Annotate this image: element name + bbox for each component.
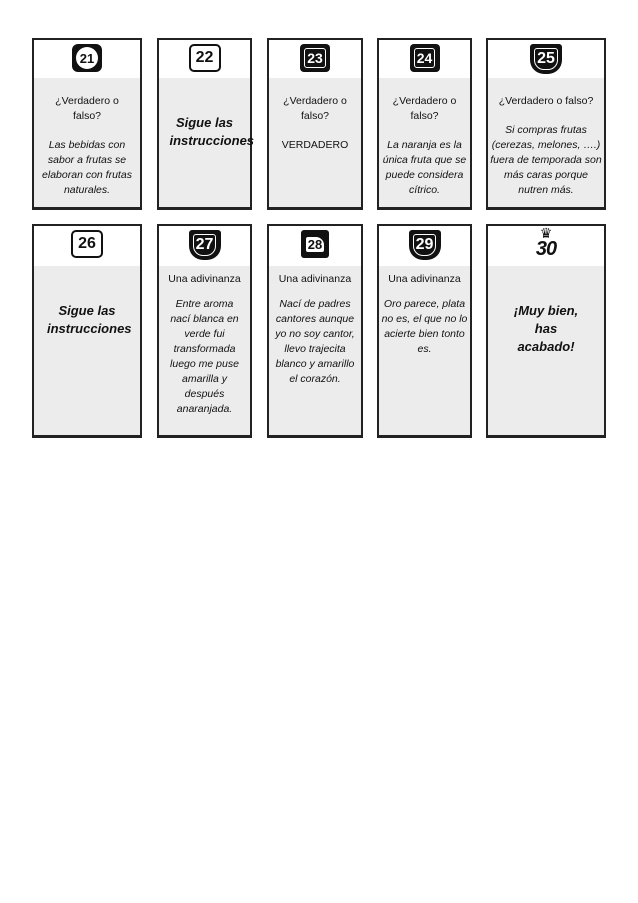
card-header [34, 40, 140, 78]
card-header [379, 40, 470, 78]
card-28 [267, 224, 363, 438]
crown-icon: ♛ [539, 225, 553, 241]
number-25-badge-icon: 25 [530, 44, 562, 74]
card-header [488, 40, 604, 78]
card-header [269, 226, 361, 266]
card-heading: ¿Verdadero o falso? [55, 95, 119, 122]
card-heading: Una adivinanza [168, 273, 241, 285]
card-text: Nací de padres cantores aunque yo no soy cantor, llevo trajecita blanco y amarillo el corazón. [275, 298, 355, 385]
number-28-badge-icon: 28 [301, 230, 329, 258]
card-25 [486, 38, 606, 210]
card-emphasis: ¡Muy bien, has acabado! [513, 303, 579, 354]
number-23-badge-icon: 23 [300, 44, 330, 72]
card-26 [32, 224, 142, 438]
card-heading: ¿Verdadero o falso? [498, 95, 594, 107]
crown-30-badge-icon: ♛ 30 [535, 225, 557, 260]
number-29-badge-icon: 29 [409, 230, 441, 260]
card-heading: ¿Verdadero o falso? [392, 95, 457, 122]
card-text: Entre aroma nací blanca en verde fui transformada luego me puse amarilla y después anaranjada. [170, 298, 239, 415]
card-header [269, 40, 361, 78]
card-heading: ¿Verdadero o falso? [283, 95, 347, 122]
card-emphasis: Sigue las instrucciones [47, 303, 132, 336]
number-22-badge-icon: 22 [189, 44, 221, 72]
card-24 [377, 38, 472, 210]
card-heading: Una adivinanza [388, 273, 461, 285]
card-23 [267, 38, 363, 210]
card-text: Si compras frutas (cerezas, melones, ….) fuera de temporada son más caras porque nutren más. [490, 124, 602, 196]
card-emphasis: Sigue las instrucciones [169, 115, 255, 148]
card-21 [32, 38, 142, 210]
card-header [34, 226, 140, 266]
card-27 [157, 224, 252, 438]
number-21-badge-icon: 21 [72, 44, 102, 72]
card-heading: Una adivinanza [278, 273, 352, 285]
card-text: Oro parece, plata no es, el que no lo acierte bien tonto es. [381, 298, 468, 355]
card-22 [157, 38, 255, 210]
card-29 [377, 224, 472, 438]
card-header [159, 40, 250, 78]
number-26-badge-icon: 26 [71, 230, 103, 258]
card-answer: VERDADERO [281, 139, 349, 151]
card-text: Las bebidas con sabor a frutas se elaboran con frutas naturales. [42, 139, 132, 196]
number-24-badge-icon: 24 [410, 44, 440, 72]
number-27-badge-icon: 27 [189, 230, 221, 260]
card-text: La naranja es la única fruta que se puede considera cítrico. [382, 139, 467, 196]
card-header [488, 226, 604, 266]
card-30 [486, 224, 606, 438]
card-header [379, 226, 470, 266]
card-header [159, 226, 250, 266]
